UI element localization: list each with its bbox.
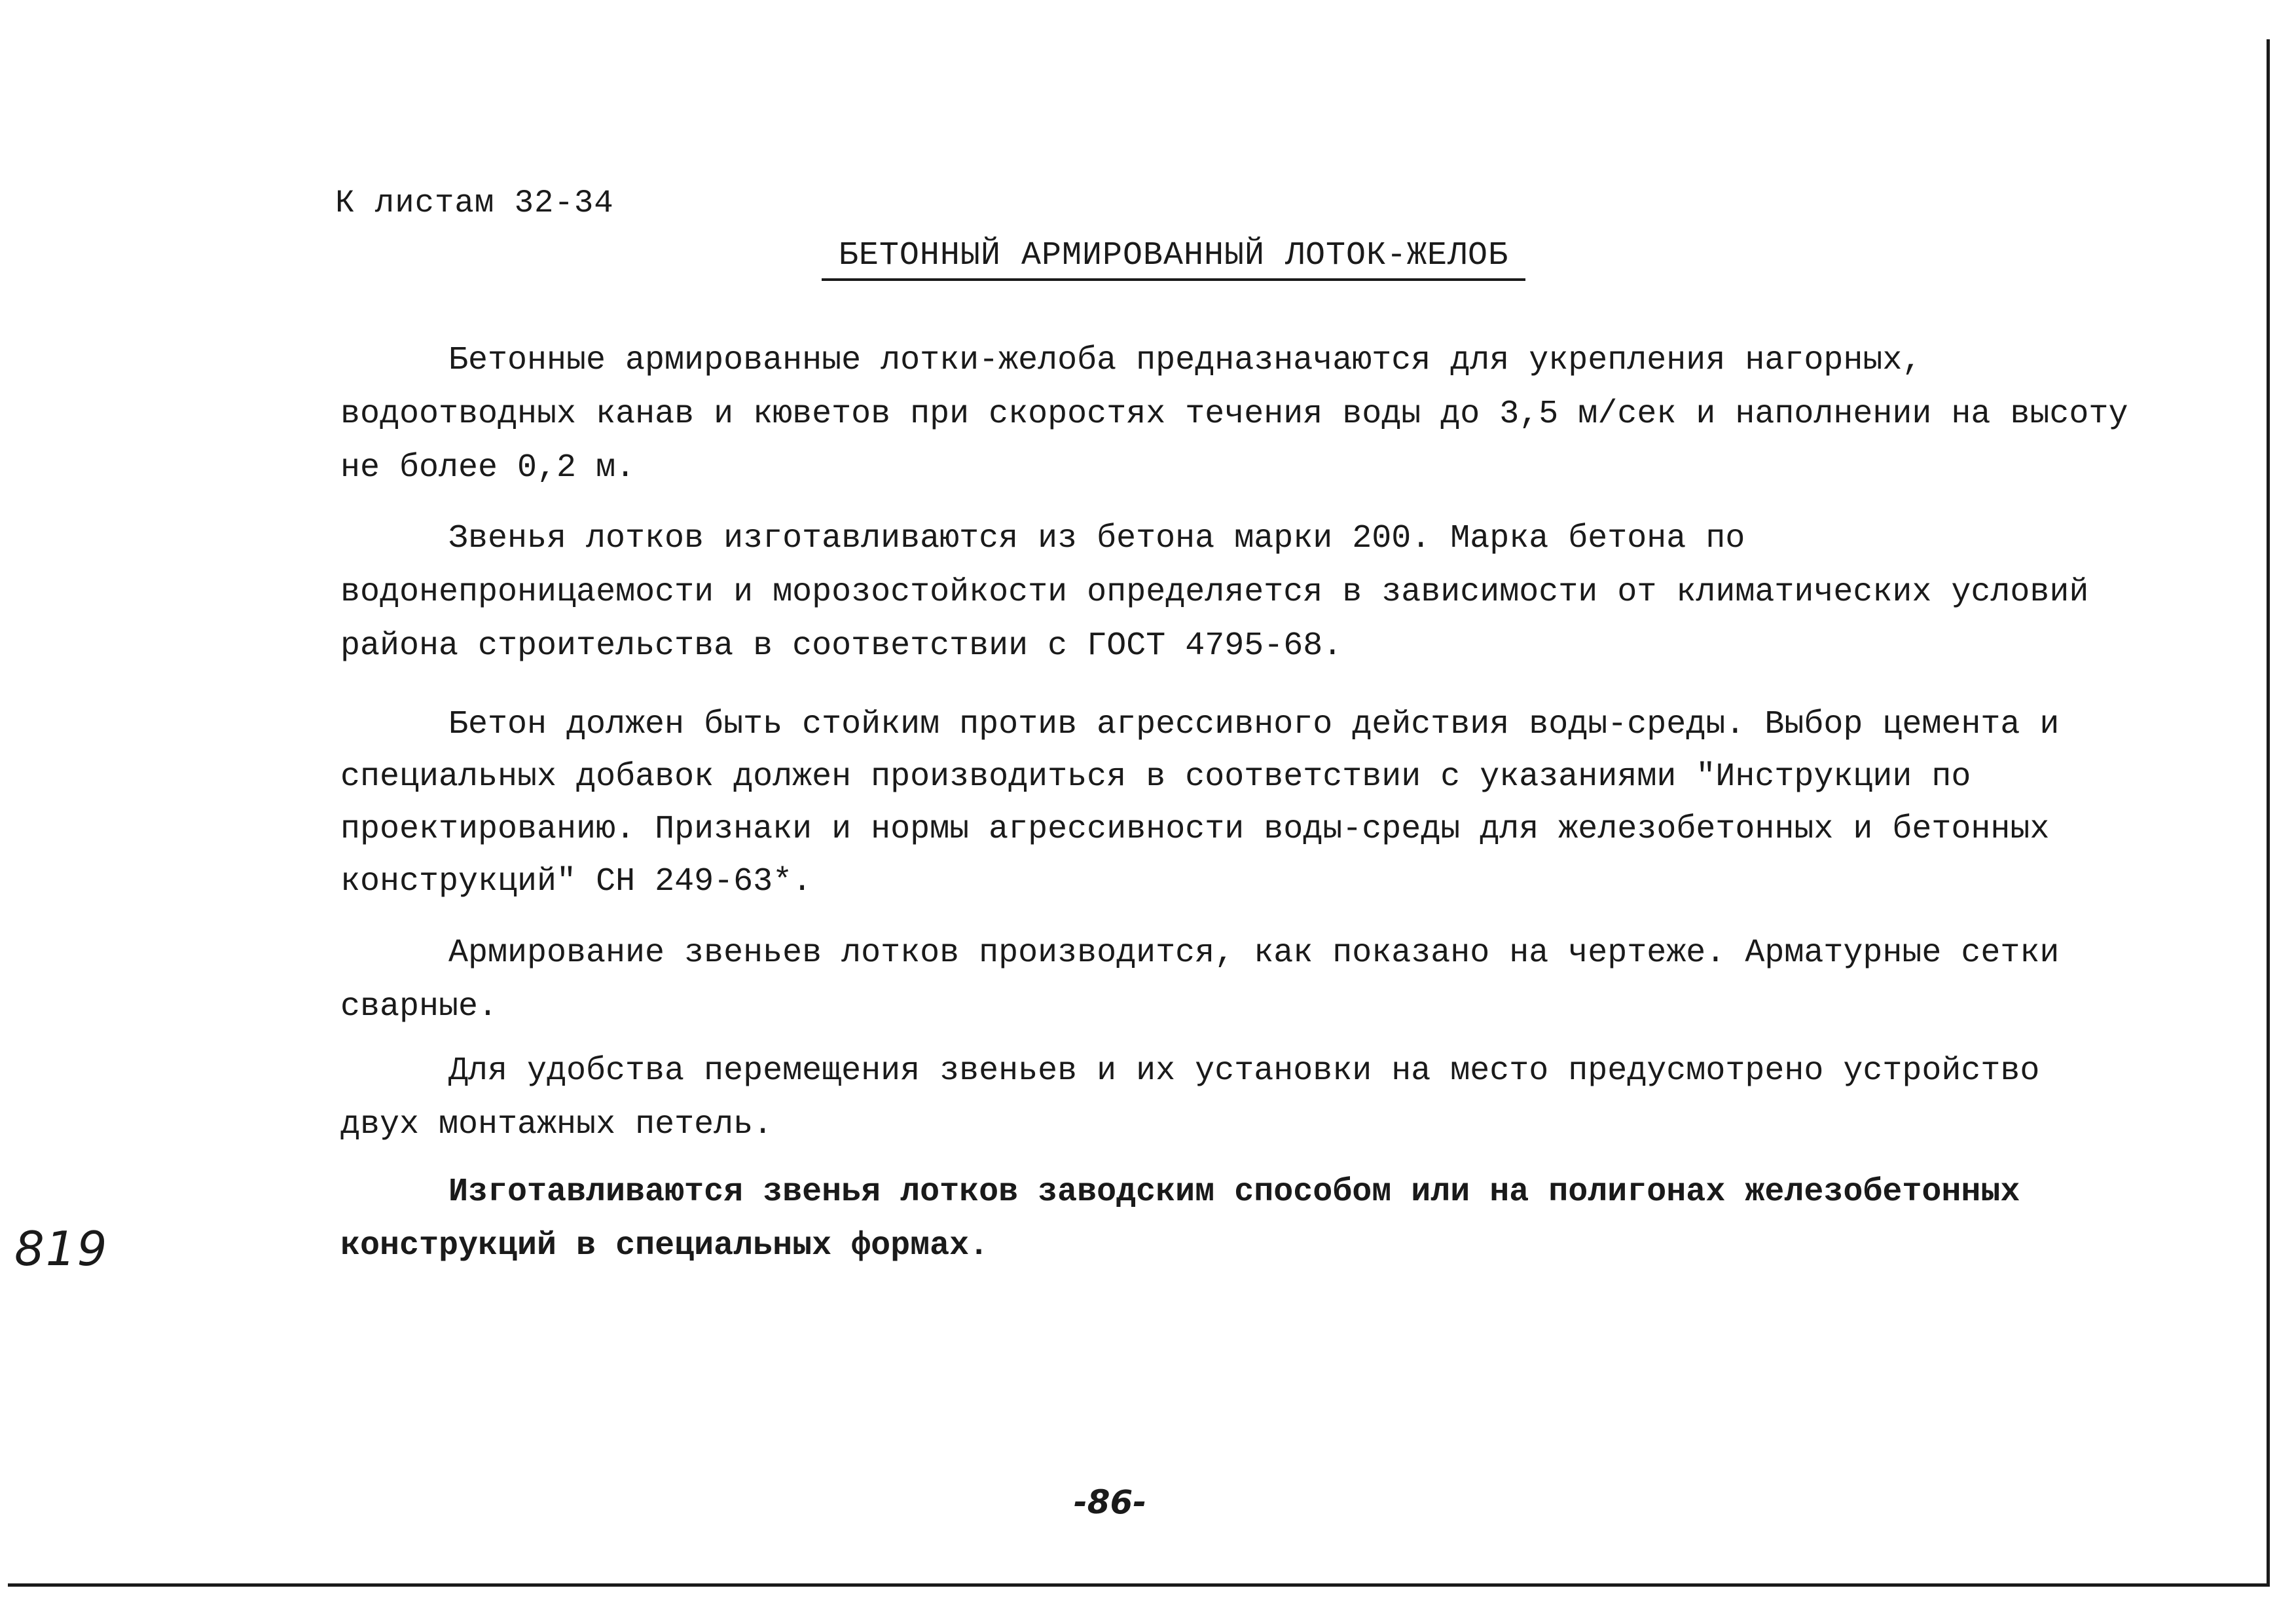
paragraph-mounting-loops: Для удобства перемещения звеньев и их установки на место предусмотрено устройство двух монтажных петель.: [340, 1052, 2040, 1143]
document-title: БЕТОННЫЙ АРМИРОВАННЫЙ ЛОТОК-ЖЕЛОБ: [822, 237, 1525, 281]
paragraph-manufacturing: Изготавливаются звенья лотков заводским способом или на полигонах железобетонных конструкций в специальных формах.: [340, 1173, 2020, 1264]
frame-right-border: [2267, 39, 2270, 1585]
handwritten-sheet-number: 819: [14, 1221, 109, 1276]
paragraph-reinforcement: Армирование звеньев лотков производится, как показано на чертеже. Арматурные сетки сварные.: [340, 934, 2060, 1025]
page-number: -86-: [1074, 1483, 1147, 1521]
paragraph-concrete-grade: Звенья лотков изготавливаются из бетона марки 200. Марка бетона по водонепроницаемости и морозостойкости определяется в зависимости от климатических условий района строительства в соответствии с ГОСТ 4795-68.: [340, 520, 2089, 665]
paragraph-aggressive-environment: Бетон должен быть стойким против агрессивного действия воды-среды. Выбор цемента и специальных добавок должен производиться в соответствии с указаниями "Инструкции по проектированию. Признаки и нормы агрессивности воды-среды для железобетонных и бетонных конструкций" СН 249-63*.: [340, 706, 2060, 900]
frame-bottom-border: [8, 1583, 2270, 1587]
paragraph-purpose: Бетонные армированные лотки-желоба предназначаются для укрепления нагорных, водоотводных канав и кюветов при скоростях течения воды до 3,5 м/сек и наполнении на высоту не более 0,2 м.: [340, 342, 2128, 487]
sheet-reference: К листам 32-34: [335, 185, 614, 221]
